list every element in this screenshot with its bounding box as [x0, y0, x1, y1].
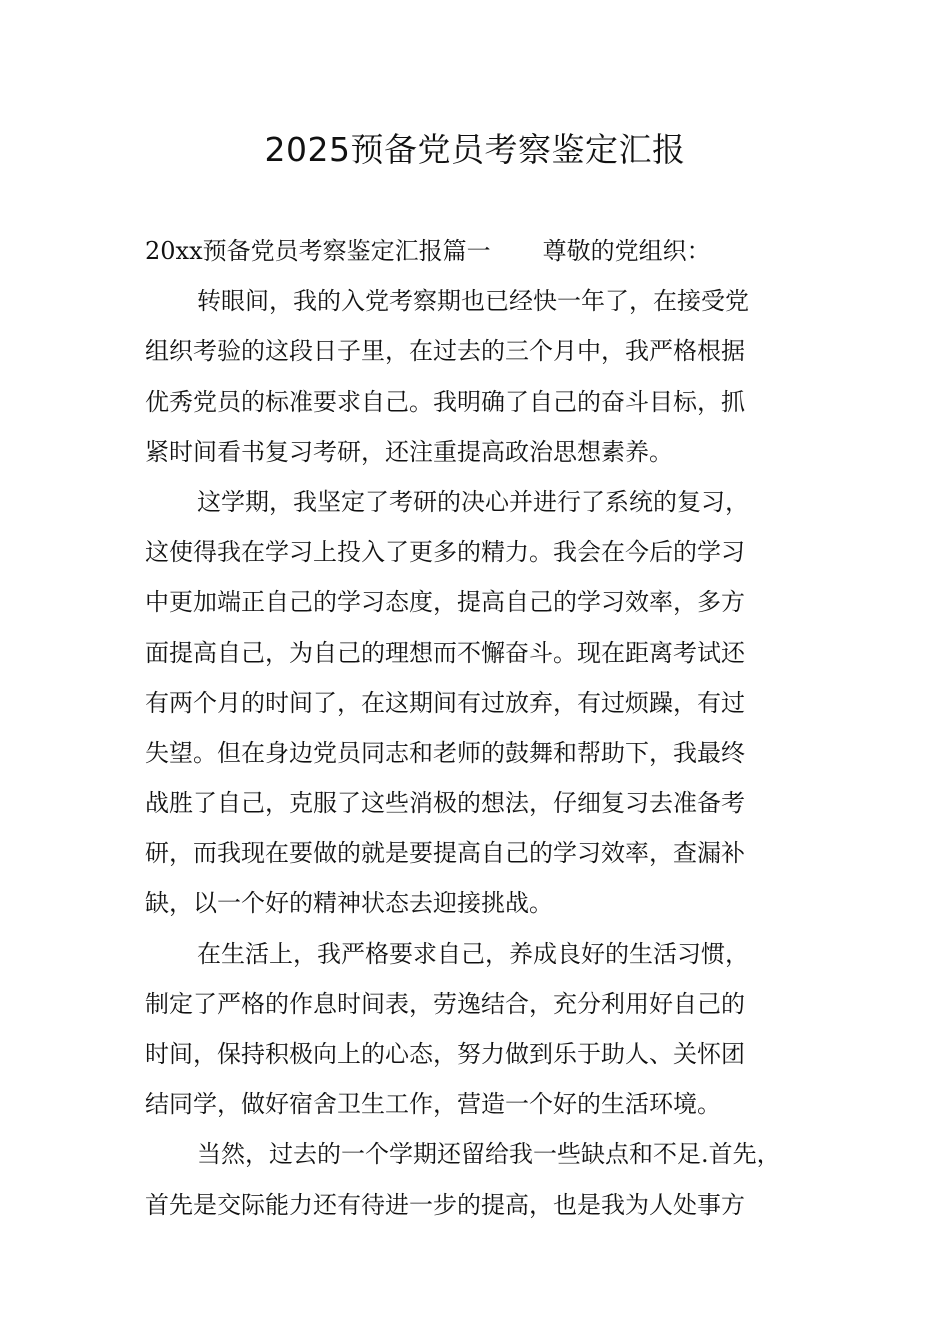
text-line: 有两个月的时间了，在这期间有过放弃，有过烦躁，有过	[145, 688, 745, 717]
text-line: 缺，以一个好的精神状态去迎接挑战。	[145, 889, 553, 918]
text-line: 结同学，做好宿舍卫生工作，营造一个好的生活环境。	[145, 1090, 721, 1119]
text-line: 这使得我在学习上投入了更多的精力。我会在今后的学习	[145, 538, 745, 567]
text-line: 紧时间看书复习考研，还注重提高政治思想素养。	[145, 437, 673, 466]
text-line: 当然，过去的一个学期还留给我一些缺点和不足.首先，	[197, 1140, 781, 1169]
text-line: 这学期，我坚定了考研的决心并进行了系统的复习，	[197, 487, 749, 516]
heading-line	[145, 226, 805, 276]
text-line: 在生活上，我严格要求自己，养成良好的生活习惯，	[197, 939, 749, 968]
text-line: 战胜了自己，克服了这些消极的想法，仔细复习去准备考	[145, 789, 745, 818]
text-line: 组织考验的这段日子里，在过去的三个月中，我严格根据	[145, 337, 745, 366]
text-line: 面提高自己，为自己的理想而不懈奋斗。现在距离考试还	[145, 638, 745, 667]
document-subtitle: 20xx预备党员考察鉴定汇报篇一	[145, 237, 491, 265]
document-body	[145, 226, 805, 1230]
document-title: 2025预备党员考察鉴定汇报	[264, 130, 686, 169]
text-line: 失望。但在身边党员同志和老师的鼓舞和帮助下，我最终	[145, 738, 745, 767]
text-line: 时间，保持积极向上的心态，努力做到乐于助人、关怀团	[145, 1040, 745, 1068]
text-line: 研，而我现在要做的就是要提高自己的学习效率，查漏补	[145, 839, 745, 868]
text-line: 首先是交际能力还有待进一步的提高，也是我为人处事方	[145, 1190, 745, 1219]
text-line: 转眼间，我的入党考察期也已经快一年了，在接受党	[197, 287, 749, 316]
text-line: 制定了严格的作息时间表，劳逸结合，充分利用好自己的	[145, 989, 745, 1018]
text-line: 优秀党员的标准要求自己。我明确了自己的奋斗目标，抓	[145, 387, 745, 416]
paragraph-lines	[145, 276, 805, 1230]
text-line: 中更加端正自己的学习态度，提高自己的学习效率，多方	[145, 588, 745, 617]
salutation: 尊敬的党组织：	[542, 237, 711, 265]
